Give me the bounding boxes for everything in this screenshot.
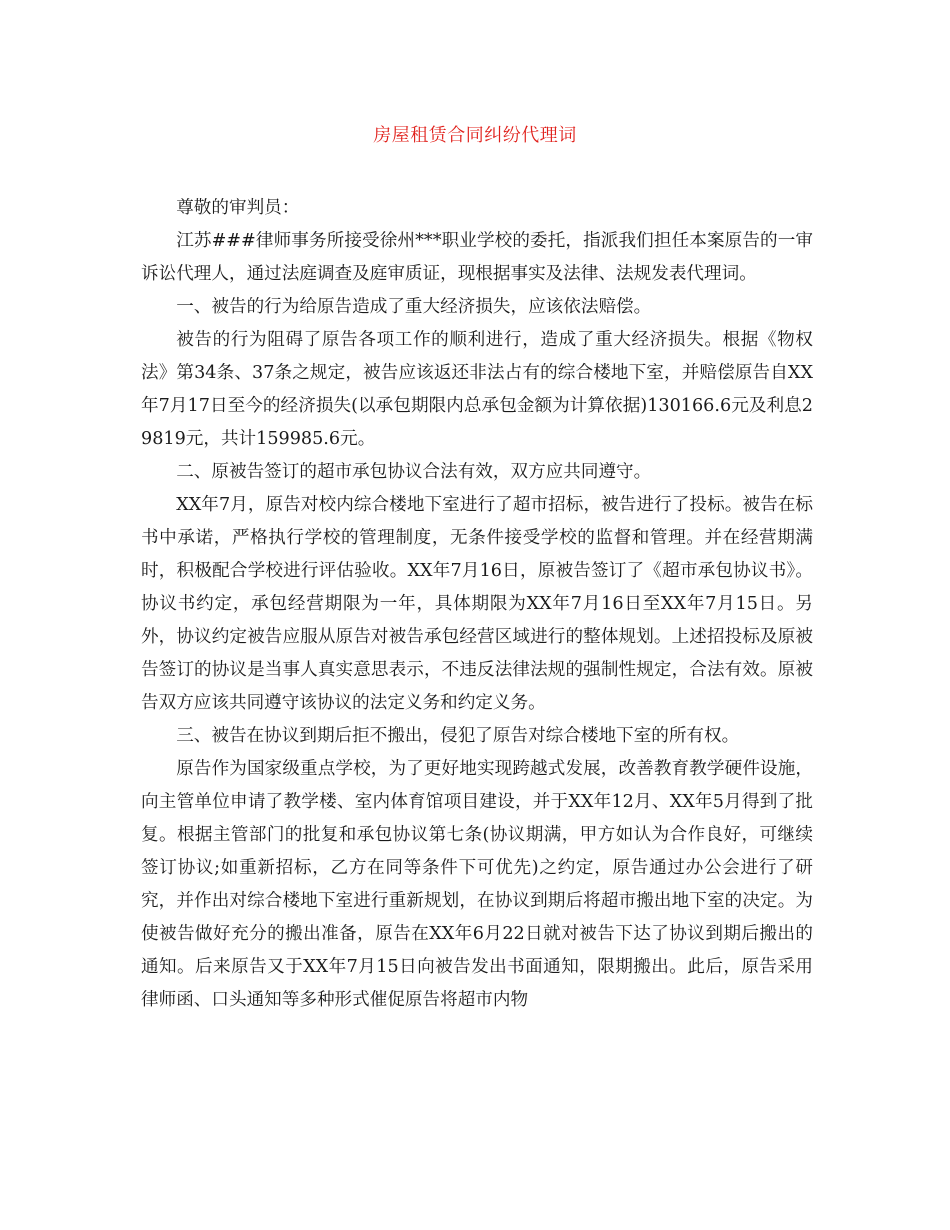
section-heading-three: 三、被告在协议到期后拒不搬出，侵犯了原告对综合楼地下室的所有权。 <box>176 726 740 746</box>
section-two-paragraph: XX年7月，原告对校内综合楼地下室进行了超市招标，被告进行了投标。被告在标书中承诺，严格执行学校的管理制度，无条件接受学校的监督和管理。并在经营期满时，积极配合学校进行评估验收。XX年7月16日，原被告签订了《超市承包协议书》。协议书约定，承包经营期限为一年，具体期限为XX年7月16日至XX年7月15日。另外，协议约定被告应服从原告对被告承包经营区域进行的整体规划。上述招投标及原被告签订的协议是当事人真实意思表示，不违反法律法规的强制性规定，合法有效。原被告双方应该共同遵守该协议的法定义务和约定义务。 <box>141 495 813 713</box>
intro-paragraph: 江苏###律师事务所接受徐州***职业学校的委托，指派我们担任本案原告的一审诉讼代理人，通过法庭调查及庭审质证，现根据事实及法律、法规发表代理词。 <box>141 231 813 284</box>
document-body <box>141 192 813 1017</box>
section-heading-one: 一、被告的行为给原告造成了重大经济损失，应该依法赔偿。 <box>176 297 652 317</box>
section-heading-two: 二、原被告签订的超市承包协议合法有效，双方应共同遵守。 <box>176 462 652 482</box>
salutation-paragraph: 尊敬的审判员： <box>176 198 300 218</box>
section-one-paragraph: 被告的行为阻碍了原告各项工作的顺利进行，造成了重大经济损失。根据《物权法》第34条、37条之规定，被告应该返还非法占有的综合楼地下室，并赔偿原告自XX年7月17日至今的经济损失(以承包期限内总承包金额为计算依据)130166.6元及利息29819元，共计159985.6元。 <box>141 330 813 449</box>
section-three-paragraph: 原告作为国家级重点学校，为了更好地实现跨越式发展，改善教育教学硬件设施，向主管单位申请了教学楼、室内体育馆项目建设，并于XX年12月、XX年5月得到了批复。根据主管部门的批复和承包协议第七条(协议期满，甲方如认为合作良好，可继续签订协议;如重新招标，乙方在同等条件下可优先)之约定，原告通过办公会进行了研究，并作出对综合楼地下室进行重新规划，在协议到期后将超市搬出地下室的决定。为使被告做好充分的搬出准备，原告在XX年6月22日就对被告下达了协议到期后搬出的通知。后来原告又于XX年7月15日向被告发出书面通知，限期搬出。此后，原告采用律师函、口头通知等多种形式催促原告将超市内物 <box>141 759 813 1010</box>
document-title: 房屋租赁合同纠纷代理词 <box>373 125 577 146</box>
